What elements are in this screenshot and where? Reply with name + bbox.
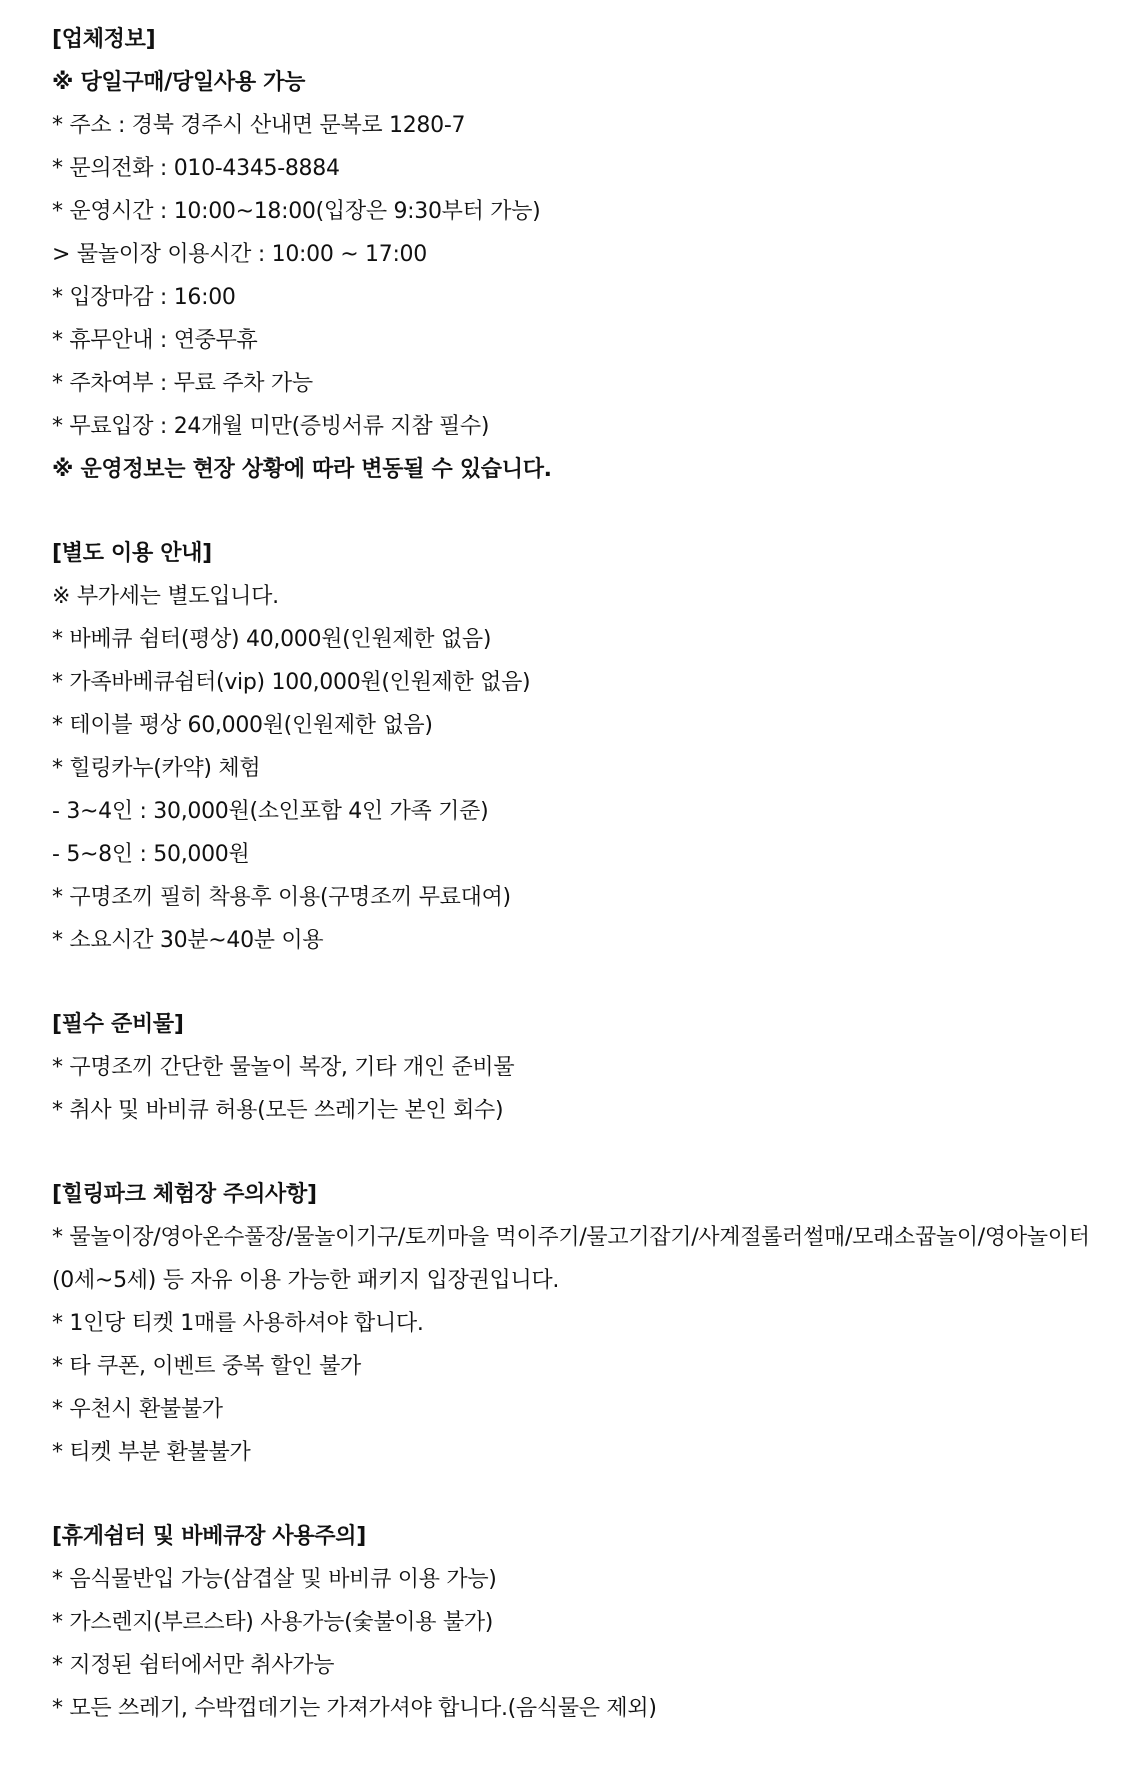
info-line: * 우천시 환불불가 xyxy=(52,1397,223,1422)
info-line: * 구명조끼 필히 착용후 이용(구명조끼 무료대여) xyxy=(52,885,511,910)
info-line: * 바베큐 쉼터(평상) 40,000원(인원제한 없음) xyxy=(52,627,492,652)
section-heading: [필수 준비물] xyxy=(52,1012,184,1037)
info-line: ※ 부가세는 별도입니다. xyxy=(52,584,279,609)
extra-usage-section xyxy=(52,532,1040,962)
info-line: * 물놀이장/영아온수풀장/물놀이기구/토끼마을 먹이주기/물고기잡기/사계절롤러썰매/모래소꿉놀이/영아놀이터(0세~5세) 등 자유 이용 가능한 패키지 입장권입니다. xyxy=(52,1225,1090,1293)
info-line: * 주차여부 : 무료 주차 가능 xyxy=(52,371,313,396)
info-line: * 지정된 쉼터에서만 취사가능 xyxy=(52,1653,335,1678)
info-line: * 운영시간 : 10:00~18:00(입장은 9:30부터 가능) xyxy=(52,199,541,224)
section-heading: [휴게쉼터 및 바베큐장 사용주의] xyxy=(52,1524,366,1549)
info-line: * 모든 쓰레기, 수박껍데기는 가져가셔야 합니다.(음식물은 제외) xyxy=(52,1696,657,1721)
info-line: * 문의전화 : 010-4345-8884 xyxy=(52,156,340,181)
park-notice-section xyxy=(52,1173,1090,1474)
info-line: * 취사 및 바비큐 허용(모든 쓰레기는 본인 회수) xyxy=(52,1098,504,1123)
required-items-section xyxy=(52,1003,1040,1132)
info-line: * 주소 : 경북 경주시 산내면 문복로 1280-7 xyxy=(52,113,466,138)
company-info-section xyxy=(52,18,1040,491)
section-heading: [별도 이용 안내] xyxy=(52,541,212,566)
info-line: * 휴무안내 : 연중무휴 xyxy=(52,328,258,353)
info-line: * 입장마감 : 16:00 xyxy=(52,285,236,310)
info-line: * 테이블 평상 60,000원(인원제한 없음) xyxy=(52,713,433,738)
info-line: * 타 쿠폰, 이벤트 중복 할인 불가 xyxy=(52,1354,361,1379)
info-line: * 무료입장 : 24개월 미만(증빙서류 지참 필수) xyxy=(52,414,490,439)
notice-line: ※ 운영정보는 현장 상황에 따라 변동될 수 있습니다. xyxy=(52,457,552,482)
info-line: * 1인당 티켓 1매를 사용하셔야 합니다. xyxy=(52,1311,424,1336)
info-line: * 가족바베큐쉼터(vip) 100,000원(인원제한 없음) xyxy=(52,670,531,695)
info-line: * 음식물반입 가능(삼겹살 및 바비큐 이용 가능) xyxy=(52,1567,497,1592)
info-line: * 가스렌지(부르스타) 사용가능(숯불이용 불가) xyxy=(52,1610,494,1635)
info-line: * 구명조끼 간단한 물놀이 복장, 기타 개인 준비물 xyxy=(52,1055,515,1080)
section-heading: [힐링파크 체험장 주의사항] xyxy=(52,1182,317,1207)
notice-line: ※ 당일구매/당일사용 가능 xyxy=(52,70,306,95)
section-heading: [업체정보] xyxy=(52,27,156,52)
info-line: * 티켓 부분 환불불가 xyxy=(52,1440,251,1465)
info-line: - 3~4인 : 30,000원(소인포함 4인 가족 기준) xyxy=(52,799,489,824)
info-line: * 소요시간 30분~40분 이용 xyxy=(52,928,324,953)
info-line: - 5~8인 : 50,000원 xyxy=(52,842,250,867)
info-line: > 물놀이장 이용시간 : 10:00 ~ 17:00 xyxy=(52,242,427,267)
bbq-notice-section xyxy=(52,1515,1040,1730)
info-line: * 힐링카누(카약) 체험 xyxy=(52,756,261,781)
